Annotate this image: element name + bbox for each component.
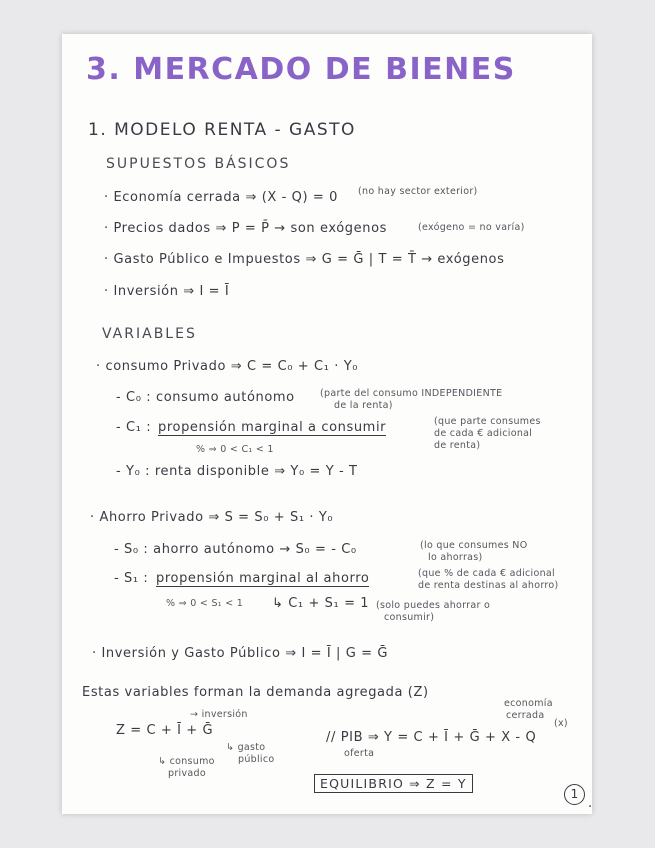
- s0-line: - S₀ : ahorro autónomo → S₀ = - C₀: [114, 542, 357, 557]
- demanda-line: Estas variables forman la demanda agregada (Z): [82, 685, 429, 700]
- s1-definition: propensión marginal al ahorro: [156, 571, 370, 586]
- c0-note: de la renta): [334, 400, 393, 411]
- z-equation: Z = C + Ī + Ḡ: [116, 723, 214, 738]
- page-number-dot: .: [588, 796, 593, 811]
- inversion-label: → inversión: [190, 709, 248, 720]
- y0-line: - Y₀ : renta disponible ⇒ Y₀ = Y - T: [116, 464, 358, 479]
- consumo-label: ↳ consumo: [158, 756, 215, 767]
- gasto-label: público: [238, 754, 275, 765]
- consumo-line: · consumo Privado ⇒ C = C₀ + C₁ · Y₀: [96, 359, 359, 374]
- c1-definition: propensión marginal a consumir: [158, 420, 387, 435]
- consumo-label: privado: [168, 768, 206, 779]
- sum-note: (solo puedes ahorrar o: [376, 600, 491, 611]
- supuesto-item: · Precios dados ⇒ P = P̄ → son exógenos: [104, 221, 388, 236]
- ahorro-line: · Ahorro Privado ⇒ S = S₀ + S₁ · Y₀: [90, 510, 334, 525]
- s1-note: de renta destinas al ahorro): [418, 580, 559, 591]
- c1-range: % ⇒ 0 < C₁ < 1: [196, 444, 274, 455]
- economia-label: cerrada: [506, 710, 545, 721]
- sum-note: consumir): [384, 612, 435, 623]
- supuesto-item: · Gasto Público e Impuestos ⇒ G = Ḡ | T = T̄ → exógenos: [104, 252, 505, 267]
- supuesto-item: · Inversión ⇒ I = Ī: [104, 284, 230, 299]
- oferta-label: oferta: [344, 748, 375, 759]
- pib-line: // PIB ⇒ Y = C + Ī + Ḡ + X - Q: [326, 730, 537, 745]
- section-heading: 1. MODELO RENTA - GASTO: [88, 120, 356, 140]
- supuesto-item: · Economía cerrada ⇒ (X - Q) = 0: [104, 190, 338, 205]
- equilibrio-box: EQUILIBRIO ⇒ Z = Y: [314, 774, 473, 793]
- c0-note: (parte del consumo INDEPENDIENTE: [320, 388, 503, 399]
- s1-note: (que % de cada € adicional: [418, 568, 555, 579]
- c0-line: - C₀ : consumo autónomo: [116, 390, 295, 405]
- page-number: 1: [564, 784, 585, 805]
- supuesto-note: (exógeno = no varía): [418, 222, 525, 233]
- s0-note: (lo que consumes NO: [420, 540, 528, 551]
- s1-range: % ⇒ 0 < S₁ < 1: [166, 598, 244, 609]
- x-label: (x): [554, 718, 568, 729]
- sum-line: ↳ C₁ + S₁ = 1: [272, 596, 370, 611]
- s0-note: lo ahorras): [428, 552, 483, 563]
- gasto-label: ↳ gasto: [226, 742, 266, 753]
- supuestos-heading: SUPUESTOS BÁSICOS: [106, 156, 291, 172]
- c1-note: de renta): [434, 440, 481, 451]
- c1-prefix: - C₁ :: [116, 420, 152, 435]
- s1-prefix: - S₁ :: [114, 571, 149, 586]
- c1-note: (que parte consumes: [434, 416, 541, 427]
- c1-note: de cada € adicional: [434, 428, 533, 439]
- variables-heading: VARIABLES: [102, 326, 197, 342]
- notebook-page: [62, 34, 592, 814]
- economia-label: economía: [504, 698, 553, 709]
- supuesto-note: (no hay sector exterior): [358, 186, 478, 197]
- inversion-line: · Inversión y Gasto Público ⇒ I = Ī | G = Ḡ: [92, 646, 389, 661]
- page-title: 3. MERCADO DE BIENES: [86, 52, 516, 87]
